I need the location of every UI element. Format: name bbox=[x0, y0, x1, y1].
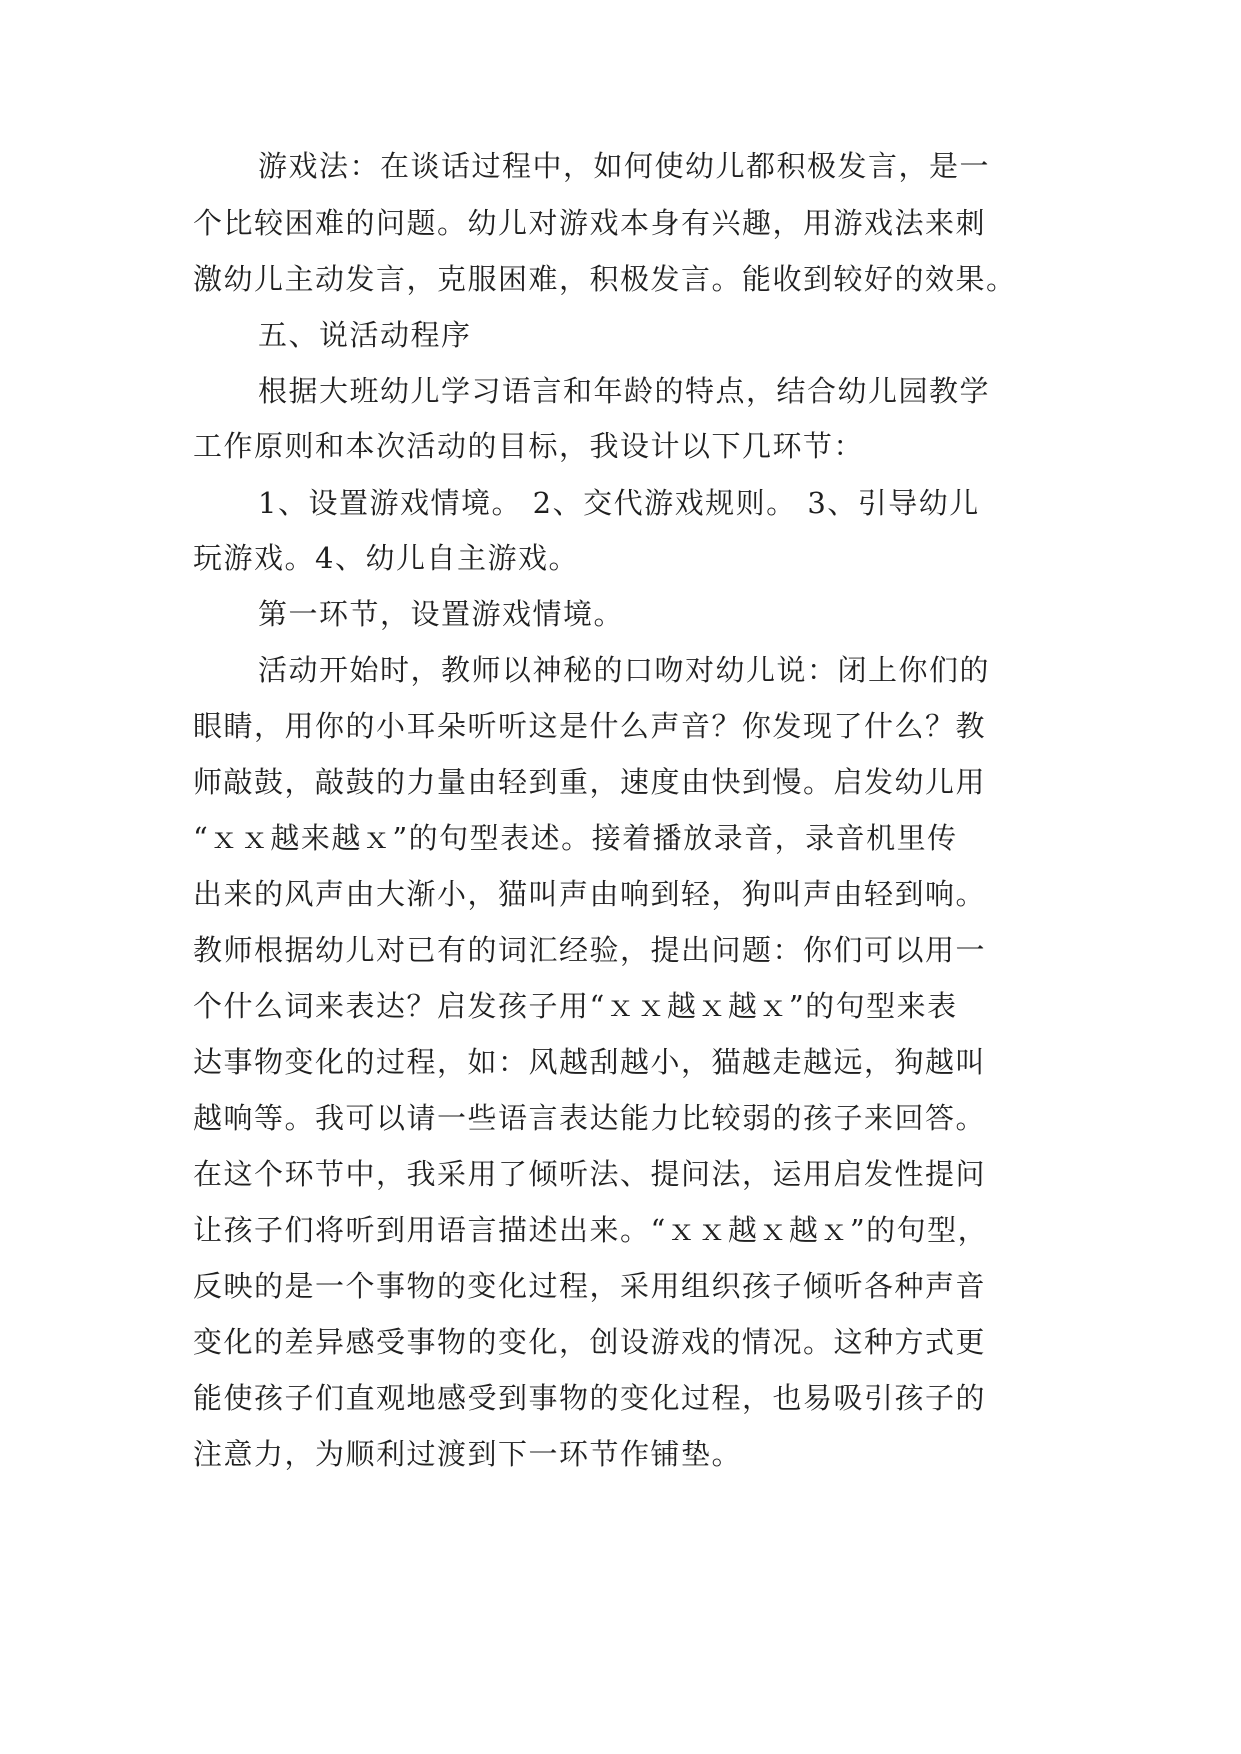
paragraph-line: 玩游戏。4、幼儿自主游戏。 bbox=[193, 541, 579, 575]
section-heading: 五、说活动程序 bbox=[258, 318, 472, 352]
paragraph-line: 达事物变化的过程，如：风越刮越小，猫越走越远，狗越叫 bbox=[193, 1045, 987, 1079]
paragraph-line: 个什么词来表达？启发孩子用“ｘｘ越ｘ越ｘ”的句型来表 bbox=[193, 989, 958, 1023]
paragraph-line: 越响等。我可以请一些语言表达能力比较弱的孩子来回答。 bbox=[193, 1101, 987, 1135]
paragraph-line: 出来的风声由大渐小，猫叫声由响到轻，狗叫声由轻到响。 bbox=[193, 877, 987, 911]
paragraph-line: 游戏法：在谈话过程中，如何使幼儿都积极发言，是一 bbox=[258, 149, 991, 183]
paragraph-line: 激幼儿主动发言，克服困难，积极发言。能收到较好的效果。 bbox=[193, 262, 1017, 296]
paragraph-line: 反映的是一个事物的变化过程，采用组织孩子倾听各种声音 bbox=[193, 1269, 987, 1303]
paragraph-line: 教师根据幼儿对已有的词汇经验，提出问题：你们可以用一 bbox=[193, 933, 987, 967]
paragraph-line: 1、设置游戏情境。 2、交代游戏规则。 3、引导幼儿 bbox=[258, 486, 980, 520]
paragraph-line: 根据大班幼儿学习语言和年龄的特点，结合幼儿园教学 bbox=[258, 374, 991, 408]
paragraph-line: 工作原则和本次活动的目标，我设计以下几环节： bbox=[193, 429, 865, 463]
paragraph-line: 注意力，为顺利过渡到下一环节作铺垫。 bbox=[193, 1437, 743, 1471]
paragraph-line: 变化的差异感受事物的变化，创设游戏的情况。这种方式更 bbox=[193, 1325, 987, 1359]
paragraph-line: 活动开始时，教师以神秘的口吻对幼儿说：闭上你们的 bbox=[258, 653, 991, 687]
paragraph-line: 能使孩子们直观地感受到事物的变化过程，也易吸引孩子的 bbox=[193, 1381, 987, 1415]
paragraph-line: 个比较困难的问题。幼儿对游戏本身有兴趣，用游戏法来刺 bbox=[193, 206, 987, 240]
paragraph-line: “ｘｘ越来越ｘ”的句型表述。接着播放录音，录音机里传 bbox=[193, 821, 958, 855]
paragraph-line: 在这个环节中，我采用了倾听法、提问法，运用启发性提问 bbox=[193, 1157, 987, 1191]
paragraph-line: 让孩子们将听到用语言描述出来。“ｘｘ越ｘ越ｘ”的句型， bbox=[193, 1213, 989, 1247]
subheading-line: 第一环节，设置游戏情境。 bbox=[258, 597, 625, 631]
paragraph-line: 眼睛，用你的小耳朵听听这是什么声音？你发现了什么？教 bbox=[193, 709, 987, 743]
paragraph-line: 师敲鼓，敲鼓的力量由轻到重，速度由快到慢。启发幼儿用 bbox=[193, 765, 987, 799]
